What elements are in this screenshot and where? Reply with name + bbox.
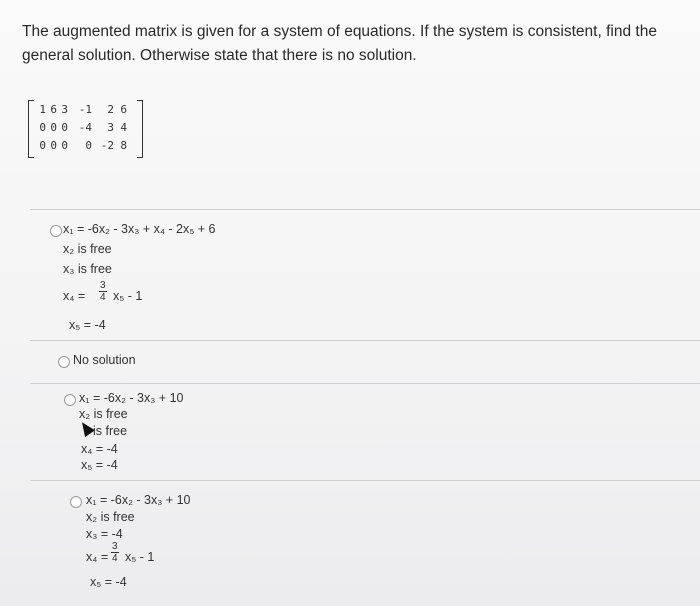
- option-c-line-4: x₄ = -4: [81, 442, 118, 456]
- matrix-cell: 0: [61, 121, 68, 134]
- matrix-cell: 0: [39, 121, 46, 134]
- matrix-left-bracket: [28, 100, 34, 158]
- option-a-line-1: x₁ = -6x₂ - 3x₃ + x₄ - 2x₅ + 6: [63, 222, 216, 236]
- matrix-cell: -2: [100, 139, 114, 152]
- option-divider: [30, 209, 700, 210]
- option-a-line-4-right: x₅ - 1: [113, 289, 143, 303]
- matrix-cell: -1: [78, 103, 92, 116]
- fraction-numerator: 3: [100, 280, 106, 291]
- option-c-line-3: is free: [93, 424, 128, 438]
- option-a-fraction: [99, 280, 107, 303]
- augmented-matrix: [28, 100, 143, 158]
- matrix-cell: 6: [120, 103, 127, 116]
- option-a-line-4-left: x₄ =: [63, 289, 86, 303]
- matrix-cell: -4: [78, 121, 92, 134]
- option-b-line-1: No solution: [73, 353, 136, 367]
- option-d-line-4-right: x₅ - 1: [125, 550, 155, 564]
- option-d-line-5: x₅ = -4: [90, 575, 127, 589]
- matrix-row-2: [35, 119, 127, 136]
- matrix-cell: 6: [50, 103, 57, 116]
- matrix-cell: 2: [107, 103, 114, 116]
- option-d-line-4-left: x₄ =: [86, 550, 109, 564]
- matrix-cell: 0: [39, 139, 46, 152]
- option-d-fraction: [111, 541, 119, 564]
- matrix-cell: 0: [85, 139, 92, 152]
- option-divider: [30, 383, 700, 384]
- option-c-line-1: x₁ = -6x₂ - 3x₃ + 10: [79, 391, 184, 405]
- matrix-cell: 3: [107, 121, 114, 134]
- option-d-line-3: x₃ = -4: [86, 527, 123, 541]
- fraction-numerator: 3: [112, 541, 118, 552]
- question-text: The augmented matrix is given for a system of equations. If the system is consistent, find the general solution. Otherwise state that there is no solution.: [22, 23, 657, 64]
- matrix-right-bracket: [137, 100, 143, 158]
- matrix-cell: 0: [50, 139, 57, 152]
- option-divider: [30, 480, 700, 481]
- matrix-row-3: [35, 137, 127, 154]
- radio-button-d[interactable]: [70, 496, 82, 508]
- fraction-denominator: 4: [112, 553, 118, 564]
- radio-button-c[interactable]: [64, 394, 76, 406]
- matrix-cell: 8: [120, 139, 127, 152]
- radio-button-b[interactable]: [58, 356, 70, 368]
- option-d-line-2: x₂ is free: [86, 510, 135, 524]
- option-c-line-5: x₅ = -4: [81, 458, 118, 472]
- option-d-line-1: x₁ = -6x₂ - 3x₃ + 10: [86, 493, 191, 507]
- matrix-cell: 0: [50, 121, 57, 134]
- option-a-line-5: x₅ = -4: [69, 318, 106, 332]
- matrix-cell: 0: [61, 139, 68, 152]
- radio-button-a[interactable]: [50, 225, 62, 237]
- option-c-line-2: x₂ is free: [79, 407, 128, 421]
- matrix-row-1: [35, 101, 127, 118]
- option-a-line-2: x₂ is free: [63, 242, 112, 256]
- matrix-cell: 1: [39, 103, 46, 116]
- matrix-cell: 3: [61, 103, 68, 116]
- option-divider: [30, 340, 700, 341]
- matrix-cell: 4: [120, 121, 127, 134]
- option-a-line-3: x₃ is free: [63, 262, 112, 276]
- fraction-denominator: 4: [100, 292, 106, 303]
